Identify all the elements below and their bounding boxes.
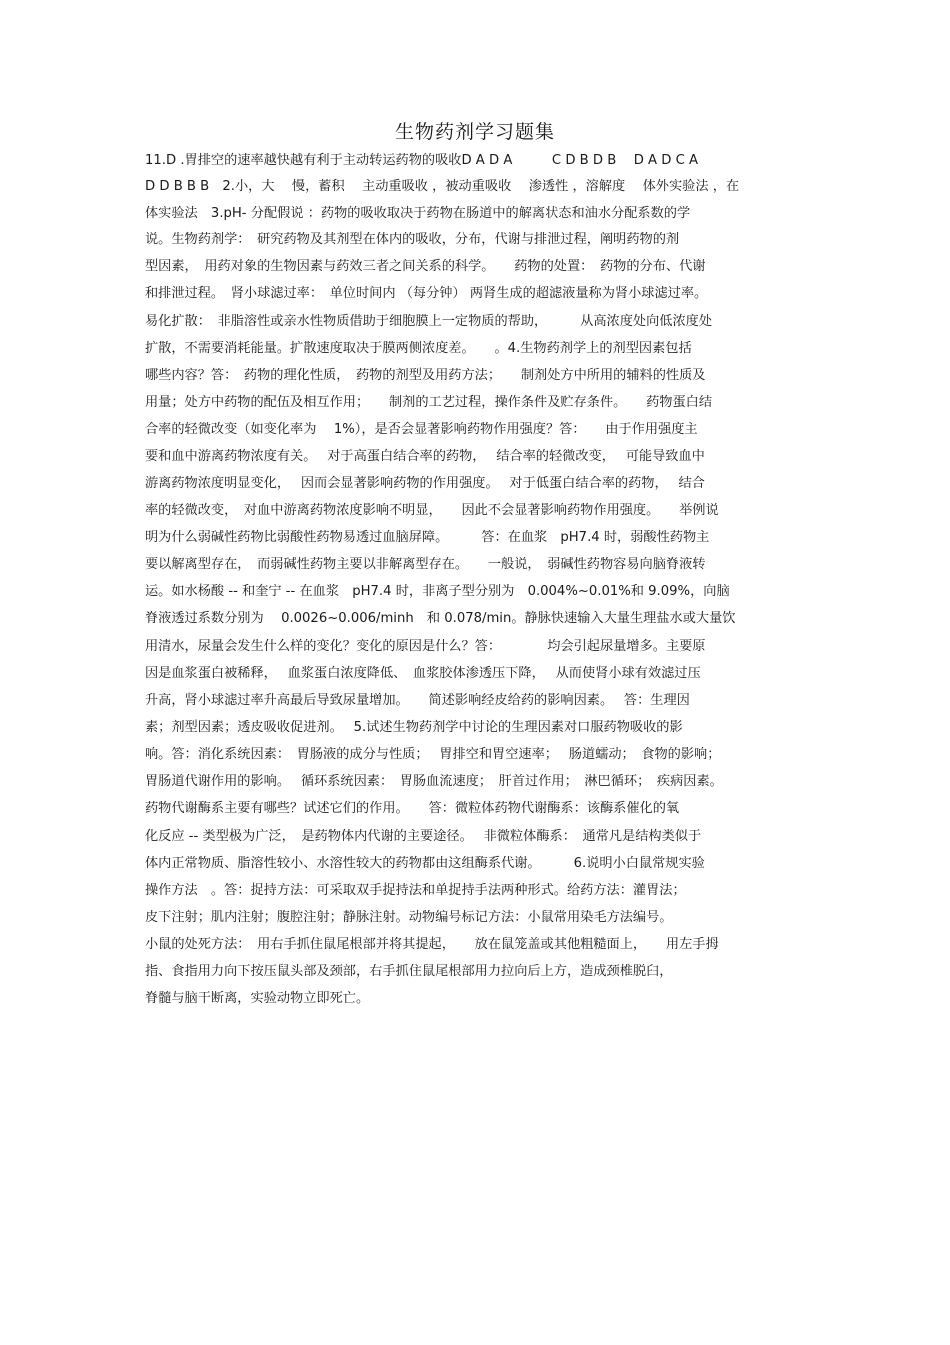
text-line: 脊髓与脑干断离，实验动物立即死亡。 [145,991,370,1006]
text-line: 体实验法 3.pH- 分配假说 ：药物的吸收取决于药物在肠道中的解离状态和油水分配系数的学 [145,206,691,221]
text-line: 要和血中游离药物浓度有关。 对于高蛋白结合率的药物， 结合率的轻微改变， 可能导致血中 [145,449,705,464]
text-line: 胃肠道代谢作用的影响。 循环系统因素： 胃肠血流速度； 肝首过作用； 淋巴循环； 疾病因素。 [145,774,723,789]
text-line: 11.D .胃排空的速率越快越有利于主动转运药物的吸收D A D A C D B D B D A D C A [145,153,699,168]
text-line: 游离药物浓度明显变化， 因而会显著影响药物的作用强度。 对于低蛋白结合率的药物， 结合 [145,476,705,491]
document-title: 生物药剂学习题集 [394,121,555,143]
text-line: 率的轻微改变， 对血中游离药物浓度影响不明显， 因此不会显著影响药物作用强度。 举例说 [145,503,719,518]
text-line: D D B B B 2.小，大 慢，蓄积 主动重吸收 ，被动重吸收 渗透性 ，溶解度 体外实验法 ，在 [145,179,740,194]
text-line: 升高，肾小球滤过率升高最后导致尿量增加。 简述影响经皮给药的影响因素。 答：生理因 [145,693,690,708]
text-line: 用清水，尿量会发生什么样的变化？变化的原因是什么？答： 均会引起尿量增多。主要原 [145,639,706,654]
text-line: 脊液透过系数分别为 0.0026~0.006/minh 和 0.078/min。静脉快速输入大量生理盐水或大量饮 [145,611,736,626]
text-line: 哪些内容？答： 药物的理化性质， 药物的剂型及用药方法； 制剂处方中所用的辅料的性质及 [145,368,706,383]
text-line: 体内正常物质、脂溶性较小、水溶性较大的药物都由这组酶系代谢。 6.说明小白鼠常规实验 [145,856,705,871]
text-line: 化反应 -- 类型极为广泛， 是药物体内代谢的主要途径。 非微粒体酶系： 通常凡是结构类似于 [145,829,702,844]
text-line: 操作方法 。答：捉持方法：可采取双手捉持法和单捉持手法两种形式。给药方法：灌胃法； [145,883,686,898]
text-line: 药物代谢酶系主要有哪些？试述它们的作用。 答：微粒体药物代谢酶系：该酶系催化的氧 [145,801,680,816]
text-line: 小鼠的处死方法： 用右手抓住鼠尾根部并将其提起， 放在鼠笼盖或其他粗糙面上， 用左手拇 [145,937,719,952]
text-line: 扩散，不需要消耗能量。扩散速度取决于膜两侧浓度差。 。4.生物药剂学上的剂型因素包括 [145,341,692,356]
text-line: 用量；处方中药物的配伍及相互作用； 制剂的工艺过程，操作条件及贮存条件。 药物蛋白结 [145,395,713,410]
text-line: 易化扩散： 非脂溶性或亲水性物质借助于细胞膜上一定物质的帮助， 从高浓度处向低浓度处 [145,314,713,329]
text-line: 素；剂型因素；透皮吸收促进剂。 5.试述生物药剂学中讨论的生理因素对口服药物吸收的影 [145,720,683,735]
text-line: 型因素， 用药对象的生物因素与药效三者之间关系的科学。 药物的处置： 药物的分布、代谢 [145,259,706,274]
text-line: 和排泄过程。 肾小球滤过率： 单位时间内 （每分钟） 两肾生成的超滤液量称为肾小球滤过率。 [145,286,708,301]
text-line: 要以解离型存在， 而弱碱性药物主要以非解离型存在。 一般说， 弱碱性药物容易向脑脊液转 [145,557,706,572]
text-line: 皮下注射；肌内注射；腹腔注射；静脉注射。动物编号标记方法：小鼠常用染毛方法编号。 [145,910,673,925]
text-line: 明为什么弱碱性药物比弱酸性药物易透过血脑屏障。 答：在血浆 pH7.4 时，弱酸性药物主 [145,530,710,545]
text-line: 合率的轻微改变（如变化率为 1%），是否会显著影响药物作用强度？答： 由于作用强度主 [145,422,698,437]
text-line: 响。答：消化系统因素： 胃肠液的成分与性质； 胃排空和胃空速率； 肠道蠕动； 食物的影响； [145,747,721,762]
text-line: 运。如水杨酸 -- 和奎宁 -- 在血浆 pH7.4 时，非离子型分别为 0.004%~0.01%和 9.09%，向脑 [145,584,730,599]
text-line: 说。生物药剂学： 研究药物及其剂型在体内的吸收，分布，代谢与排泄过程，阐明药物的剂 [145,232,680,247]
text-line: 指、食指用力向下按压鼠头部及颈部，右手抓住鼠尾根部用力拉向后上方，造成颈椎脱臼， [145,964,673,979]
text-line: 因是血浆蛋白被稀释， 血浆蛋白浓度降低、 血浆胶体渗透压下降， 从而使肾小球有效滤过压 [145,666,701,681]
